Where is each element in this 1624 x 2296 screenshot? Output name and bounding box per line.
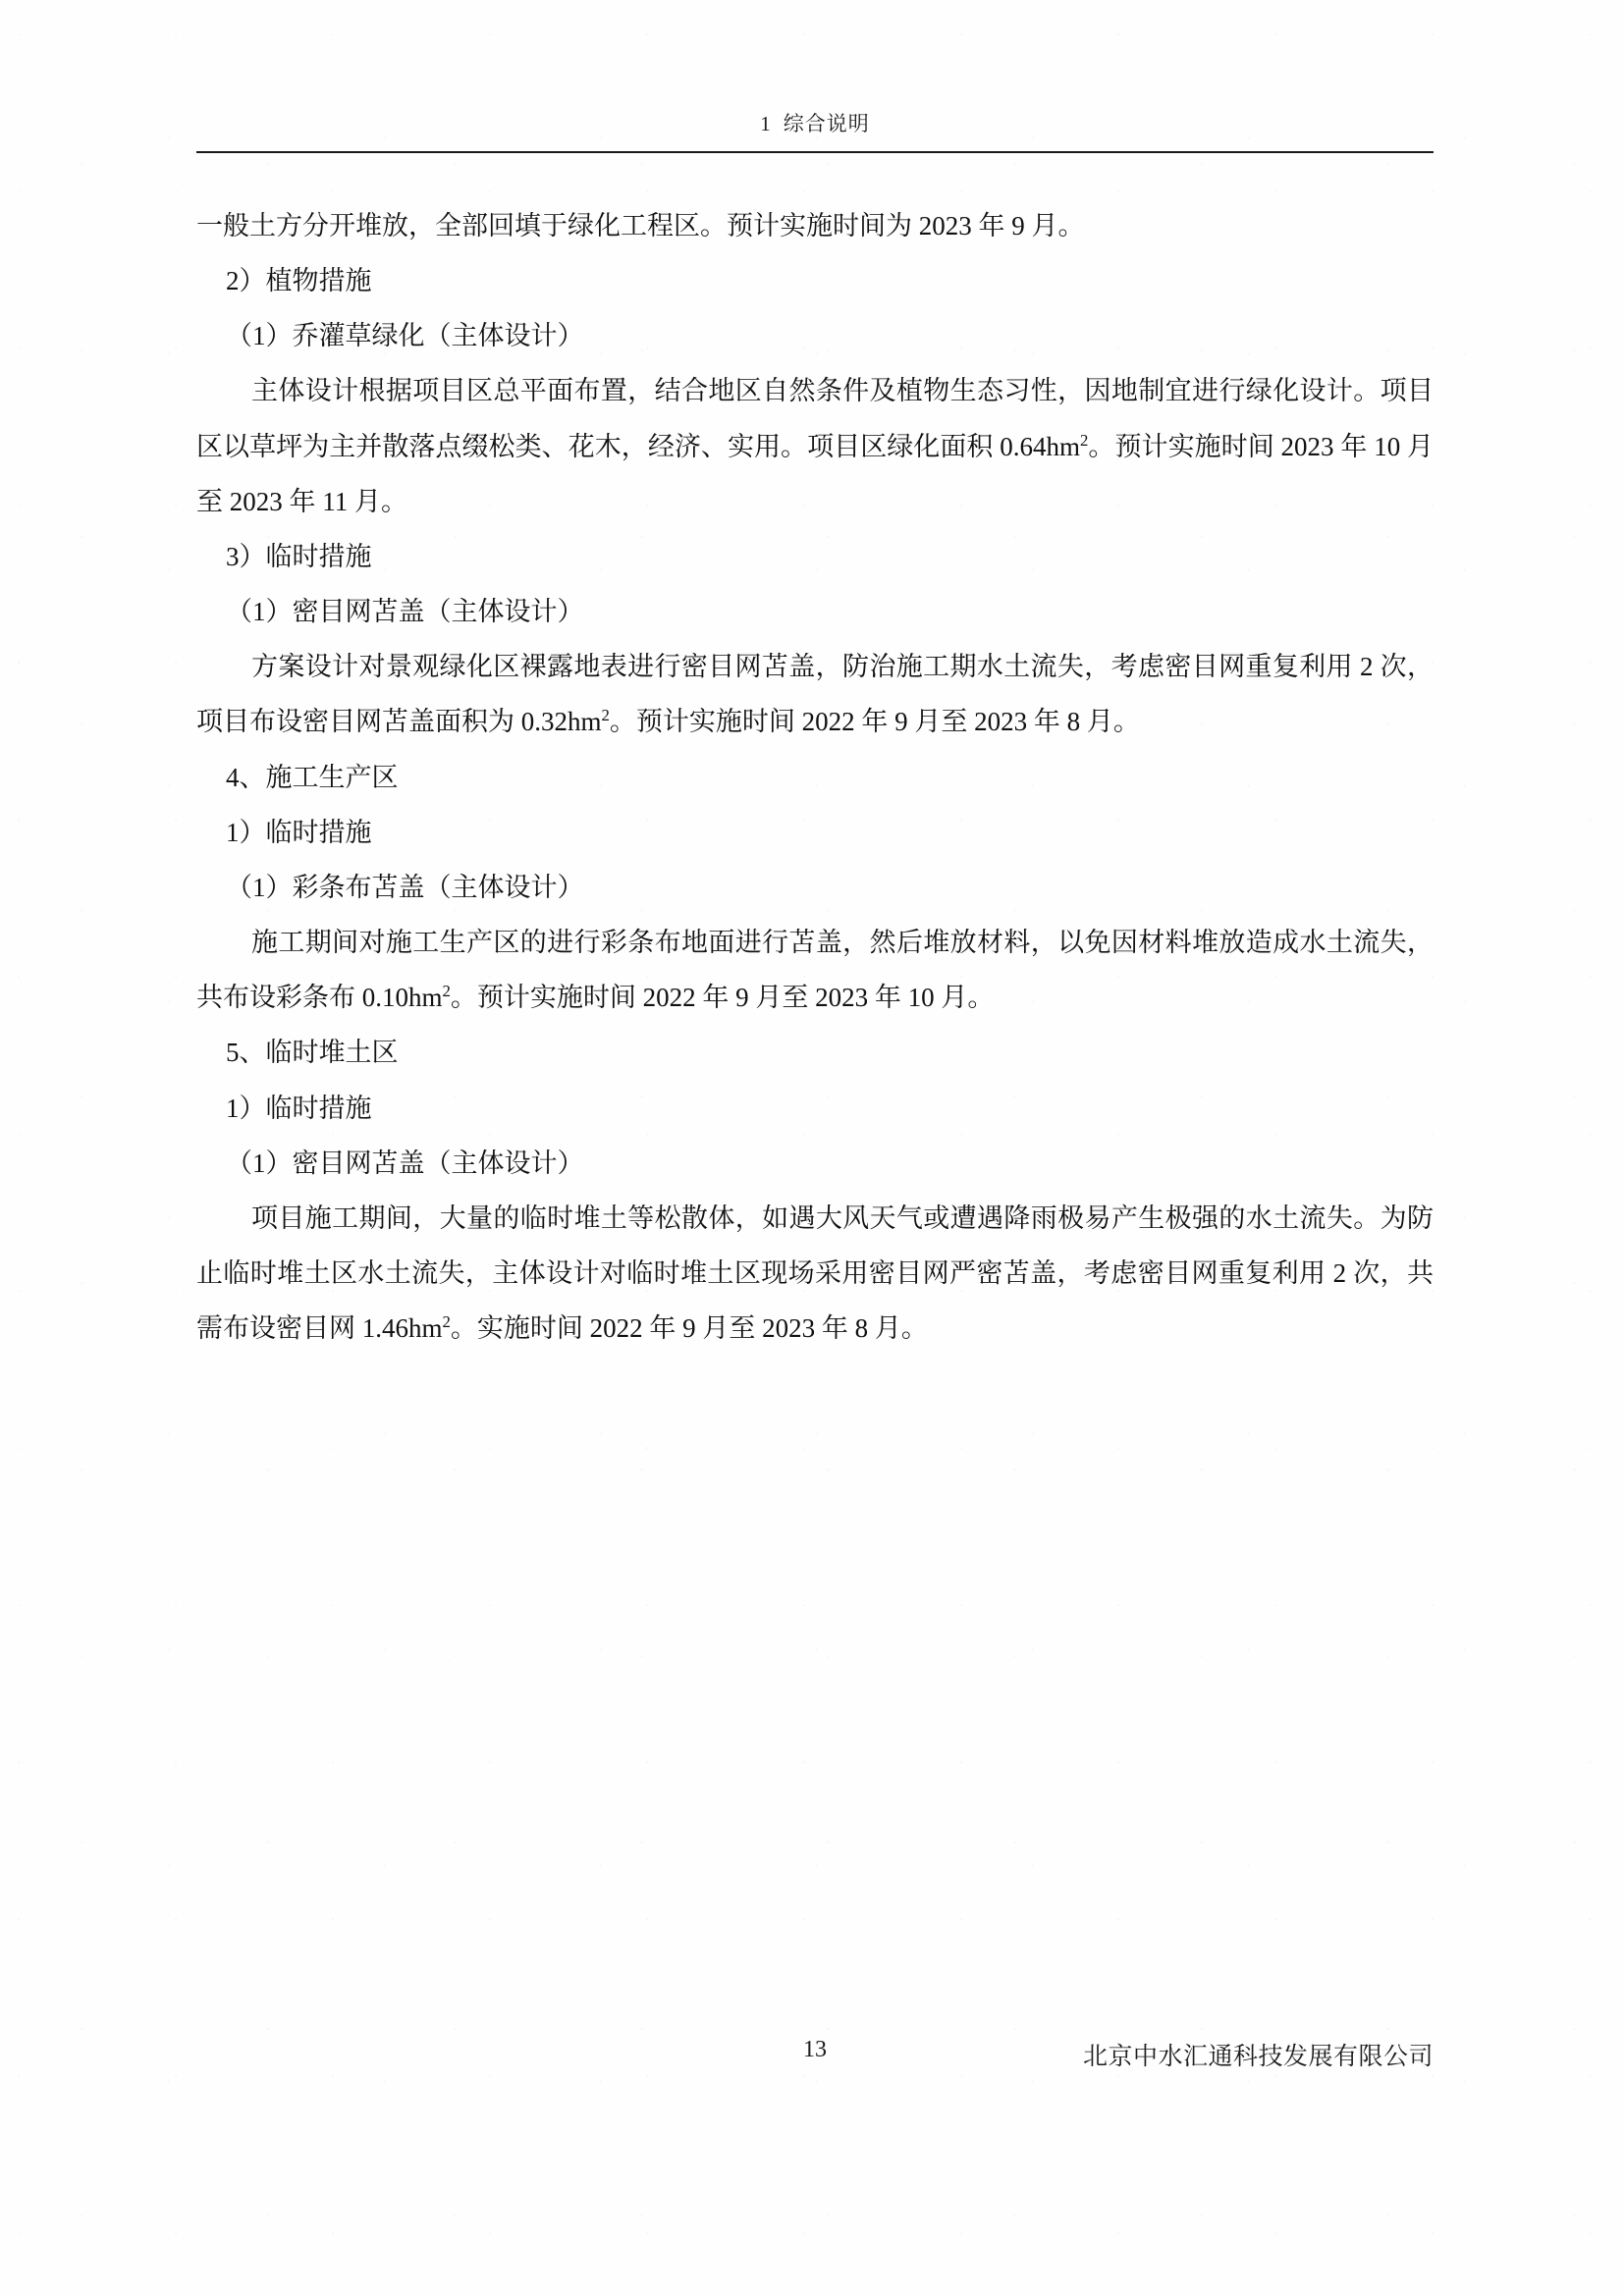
paragraph: （1）乔灌草绿化（主体设计）: [226, 321, 584, 351]
paragraph: 方案设计对景观绿化区裸露地表进行密目网苫盖，防治施工期水土流失，考虑密目网重复利用 2 次，项目布设密目网苫盖面积为 $0.32hm^2$。预计实施时间 2022 年 9 月至 2023 年 8 月。: [196, 652, 1434, 737]
document-body: [196, 198, 1434, 1356]
paragraph: 1）临时措施: [226, 1093, 372, 1123]
footer-company-name: 北京中水汇通科技发展有限公司: [1082, 2044, 1434, 2070]
paragraph: 2）植物措施: [226, 266, 372, 296]
paragraph: （1）彩条布苫盖（主体设计）: [226, 872, 584, 902]
paragraph: 5、临时堆土区: [226, 1038, 399, 1068]
paragraph: 施工期间对施工生产区的进行彩条布地面进行苫盖，然后堆放材料，以免因材料堆放造成水土流失，共布设彩条布 $0.10hm^2$。预计实施时间 2022 年 9 月至 2023 年 10 月。: [196, 928, 1434, 1013]
paragraph: 1）临时措施: [226, 817, 372, 847]
page-header: [196, 108, 1434, 153]
paragraph: （1）密目网苫盖（主体设计）: [226, 597, 584, 627]
paragraph: 主体设计根据项目区总平面布置，结合地区自然条件及植物生态习性，因地制宜进行绿化设计。项目区以草坪为主并散落点缀松类、花木，经济、实用。项目区绿化面积 $0.64hm^2$。预计实施时间 2023 年 10 月至 2023 年 11 月。: [196, 376, 1434, 516]
paragraph: （1）密目网苫盖（主体设计）: [226, 1148, 584, 1178]
header-chapter-number: 1: [760, 112, 772, 135]
paragraph: 3）临时措施: [226, 541, 372, 571]
header-chapter-title: 综合说明: [783, 112, 870, 135]
paragraph: 项目施工期间，大量的临时堆土等松散体，如遇大风天气或遭遇降雨极易产生极强的水土流失。为防止临时堆土区水土流失，主体设计对临时堆土区现场采用密目网严密苫盖，考虑密目网重复利用 2 次，共需布设密目网 $1.46hm^2$。实施时间 2022 年 9 月至 2023 年 8 月。: [196, 1202, 1434, 1344]
page-number: 13: [803, 2037, 827, 2062]
paragraph: 一般土方分开堆放，全部回填于绿化工程区。预计实施时间为 2023 年 9 月。: [196, 211, 1085, 240]
paragraph: 4、施工生产区: [226, 762, 399, 792]
page-content: [196, 108, 1434, 1356]
page-footer: [196, 2037, 1434, 2076]
